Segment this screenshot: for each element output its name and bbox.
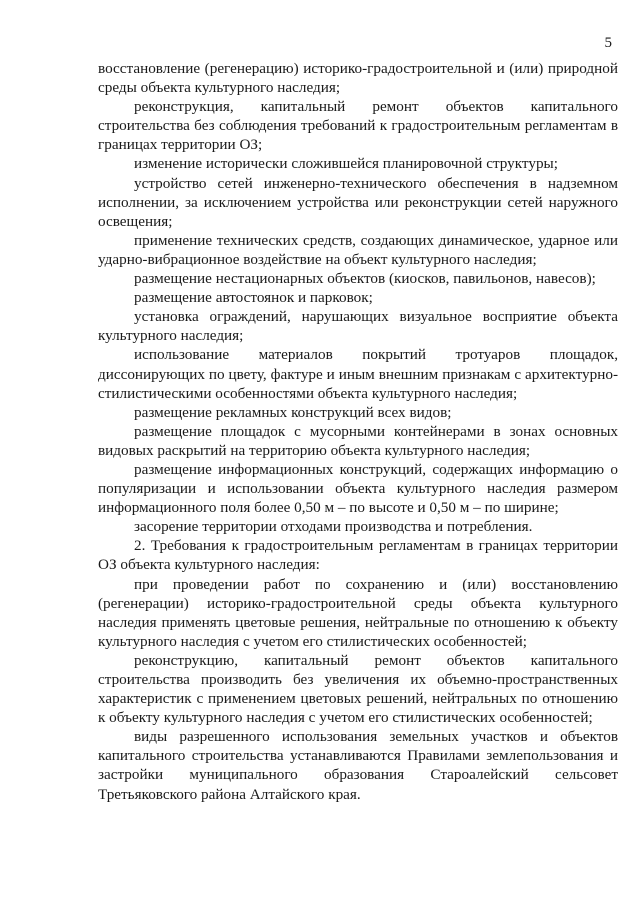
paragraph: при проведении работ по сохранению и (или) восстановлению (регенерации) историко-градостроительной среды объекта культурного наследия применять цветовые решения, нейтральные по отношению к объекту культурного наследия с учетом его стилистических особенностей;	[98, 575, 618, 650]
paragraph: устройство сетей инженерно-технического обеспечения в надземном исполнении, за исключением устройства или реконструкции сетей наружного освещения;	[98, 174, 618, 230]
paragraph: засорение территории отходами производства и потребления.	[134, 518, 533, 536]
section-heading-paragraph: 2. Требования к градостроительным регламентам в границах территории ОЗ объекта культурного наследия:	[98, 537, 618, 574]
paragraph: установка ограждений, нарушающих визуальное восприятие объекта культурного наследия;	[98, 308, 618, 345]
paragraph: реконструкция, капитальный ремонт объектов капитального строительства без соблюдения требований к градостроительным регламентам в границах территории ОЗ;	[98, 98, 618, 154]
paragraph: реконструкцию, капитальный ремонт объектов капитального строительства производить без увеличения их объемно-пространственных характеристик с применением цветовых решений, нейтральных по отношению к объекту культурного наследия с учетом его стилистических особенностей;	[98, 651, 618, 727]
paragraph: изменение исторически сложившейся планировочной структуры;	[134, 155, 558, 173]
page-number: 5	[604, 35, 612, 51]
paragraph: использование материалов покрытий тротуаров площадок, диссонирующих по цвету, фактуре и иным внешним признакам с архитектурно-стилистическими особенностями объекта культурного наследия;	[98, 346, 618, 402]
paragraph: размещение рекламных конструкций всех видов;	[134, 403, 452, 421]
paragraph: применение технических средств, создающих динамическое, ударное или ударно-вибрационное воздействие на объект культурного наследия;	[98, 231, 618, 268]
paragraph: размещение информационных конструкций, содержащих информацию о популяризации и использовании объекта культурного наследия размером информационного поля более 0,50 м – по высоте и 0,50 м – по ширине;	[98, 460, 618, 517]
paragraph: размещение площадок с мусорными контейнерами в зонах основных видовых раскрытий на территорию объекта культурного наследия;	[98, 422, 618, 459]
document-body	[98, 59, 618, 804]
paragraph: восстановление (регенерацию) историко-градостроительной и (или) природной среды объекта культурного наследия;	[98, 60, 618, 97]
paragraph: размещение нестационарных объектов (киосков, павильонов, навесов);	[134, 270, 596, 288]
paragraph: виды разрешенного использования земельных участков и объектов капитального строительства устанавливаются Правилами землепользования и застройки муниципального образования Староалейский сельсовет Третьяковского района Алтайского края.	[98, 728, 618, 803]
paragraph: размещение автостоянок и парковок;	[134, 289, 373, 307]
